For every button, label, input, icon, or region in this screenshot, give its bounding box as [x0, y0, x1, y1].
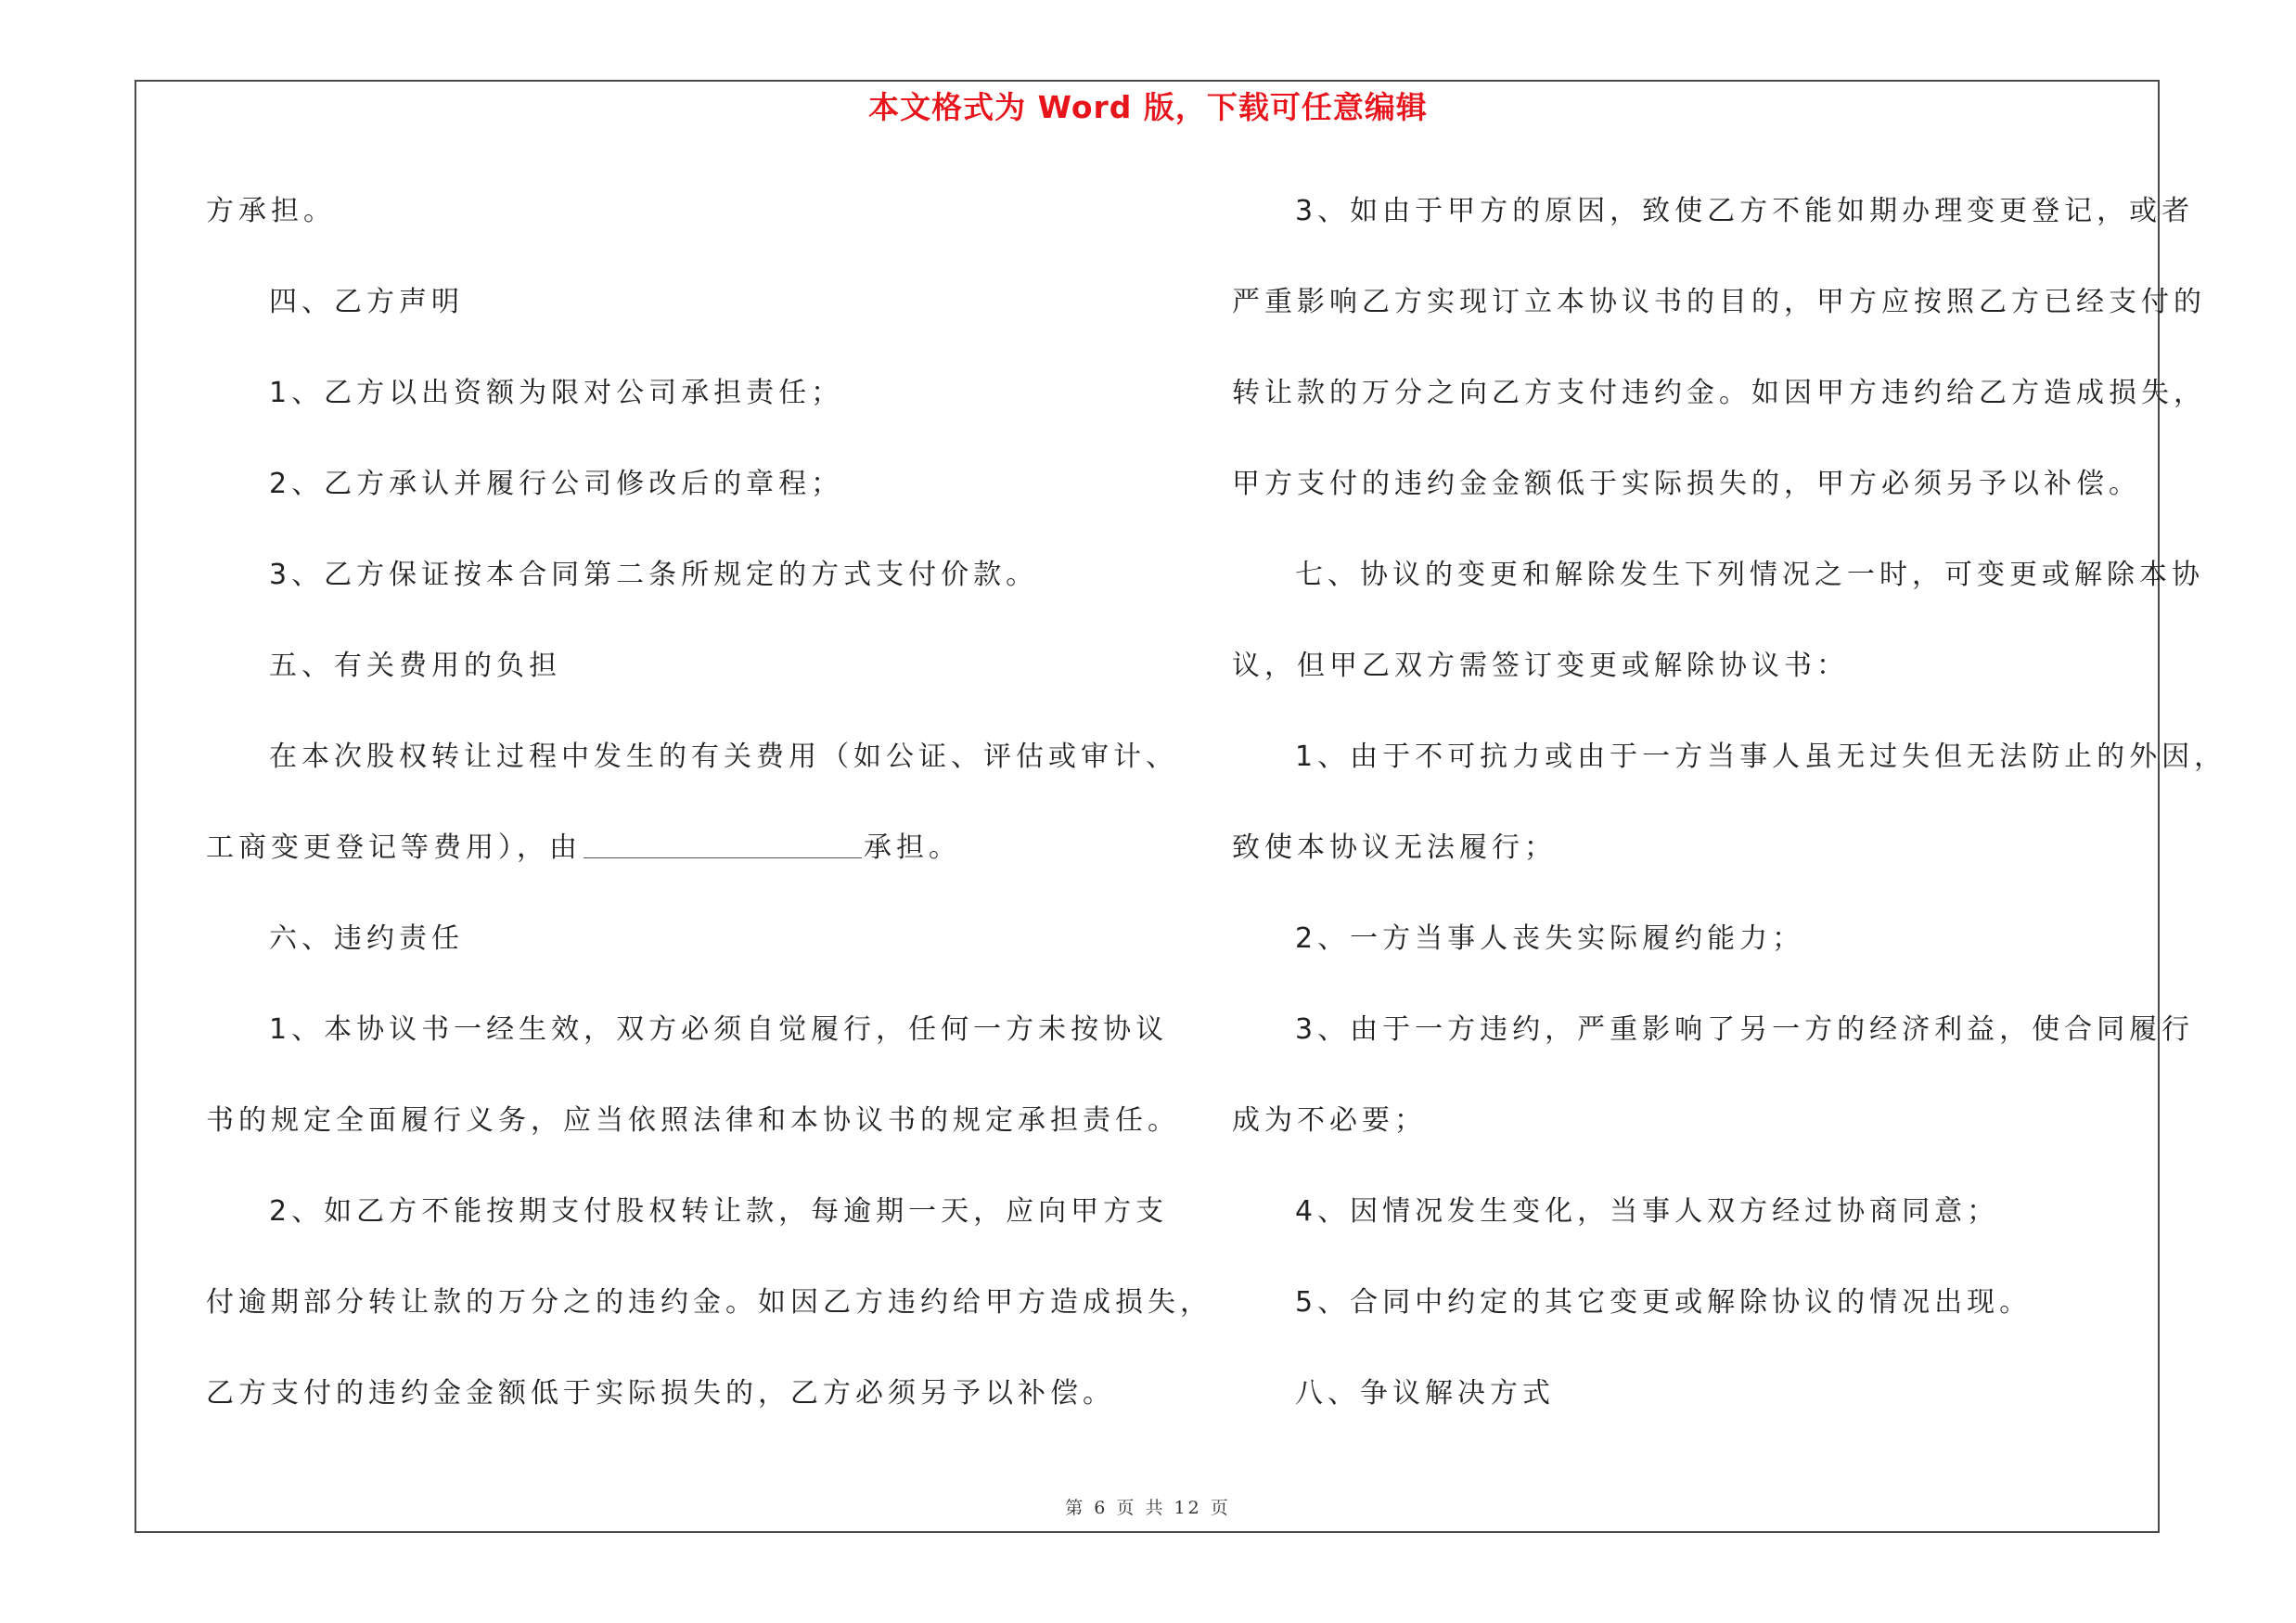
paragraph-line: 致使本协议无法履行；	[1232, 831, 1557, 864]
left-column	[206, 184, 1212, 1457]
paragraph-line-with-blank	[206, 820, 1134, 911]
paragraph-line: 1、由于不可抗力或由于一方当事人虽无过失但无法防止的外因，	[1295, 741, 2227, 773]
right-column	[1232, 184, 2227, 1457]
section-heading-fees: 五、有关费用的负担	[269, 650, 561, 682]
section-heading-amendment-termination: 七、协议的变更和解除发生下列情况之一时，可变更或解除本协	[1295, 559, 2204, 591]
section-heading-dispute-resolution: 八、争议解决方式	[1295, 1377, 1555, 1410]
fill-in-blank	[584, 830, 862, 858]
paragraph-line: 2、如乙方不能按期支付股权转让款，每逾期一天，应向甲方支	[269, 1195, 1169, 1228]
paragraph-line: 2、一方当事人丧失实际履约能力；	[1295, 922, 1805, 955]
paragraph-line: 3、乙方保证按本合同第二条所规定的方式支付价款。	[269, 559, 1039, 591]
paragraph-line: 3、由于一方违约，严重影响了另一方的经济利益，使合同履行	[1295, 1013, 2195, 1046]
paragraph-line: 3、如由于甲方的原因，致使乙方不能如期办理变更登记，或者	[1295, 195, 2195, 227]
paragraph-line: 1、乙方以出资额为限对公司承担责任；	[269, 377, 844, 409]
paragraph-line: 书的规定全面履行义务，应当依照法律和本协议书的规定承担责任。	[206, 1104, 1180, 1137]
paragraph-line: 议，但甲乙双方需签订变更或解除协议书：	[1232, 650, 1849, 682]
paragraph-line: 1、本协议书一经生效，双方必须自觉履行，任何一方未按协议	[269, 1013, 1169, 1046]
paragraph-line: 转让款的万分之向乙方支付违约金。如因甲方违约给乙方造成损失，	[1232, 377, 2206, 409]
paragraph-line: 在本次股权转让过程中发生的有关费用（如公证、评估或审计、	[269, 741, 1178, 773]
text-segment: 承担。	[864, 831, 961, 864]
paragraph-line: 5、合同中约定的其它变更或解除协议的情况出现。	[1295, 1286, 2033, 1319]
section-heading-party-b-statement: 四、乙方声明	[269, 286, 464, 318]
paragraph-line: 成为不必要；	[1232, 1104, 1427, 1137]
paragraph-line: 严重影响乙方实现订立本协议书的目的，甲方应按照乙方已经支付的	[1232, 286, 2206, 318]
text-segment: 工商变更登记等费用），由	[206, 831, 582, 864]
editable-word-banner: 本文格式为 Word 版，下载可任意编辑	[868, 89, 1428, 125]
paragraph-line: 乙方支付的违约金金额低于实际损失的，乙方必须另予以补偿。	[206, 1377, 1115, 1410]
paragraph-line: 4、因情况发生变化，当事人双方经过协商同意；	[1295, 1195, 2000, 1228]
paragraph-line: 付逾期部分转让款的万分之的违约金。如因乙方违约给甲方造成损失，	[206, 1286, 1212, 1319]
page-number-footer: 第 6 页 共 12 页	[1065, 1498, 1231, 1518]
paragraph-line: 方承担。	[206, 195, 336, 227]
section-heading-breach-liability: 六、违约责任	[269, 922, 464, 955]
paragraph-line: 2、乙方承认并履行公司修改后的章程；	[269, 468, 844, 500]
paragraph-line: 甲方支付的违约金金额低于实际损失的，甲方必须另予以补偿。	[1232, 468, 2141, 500]
